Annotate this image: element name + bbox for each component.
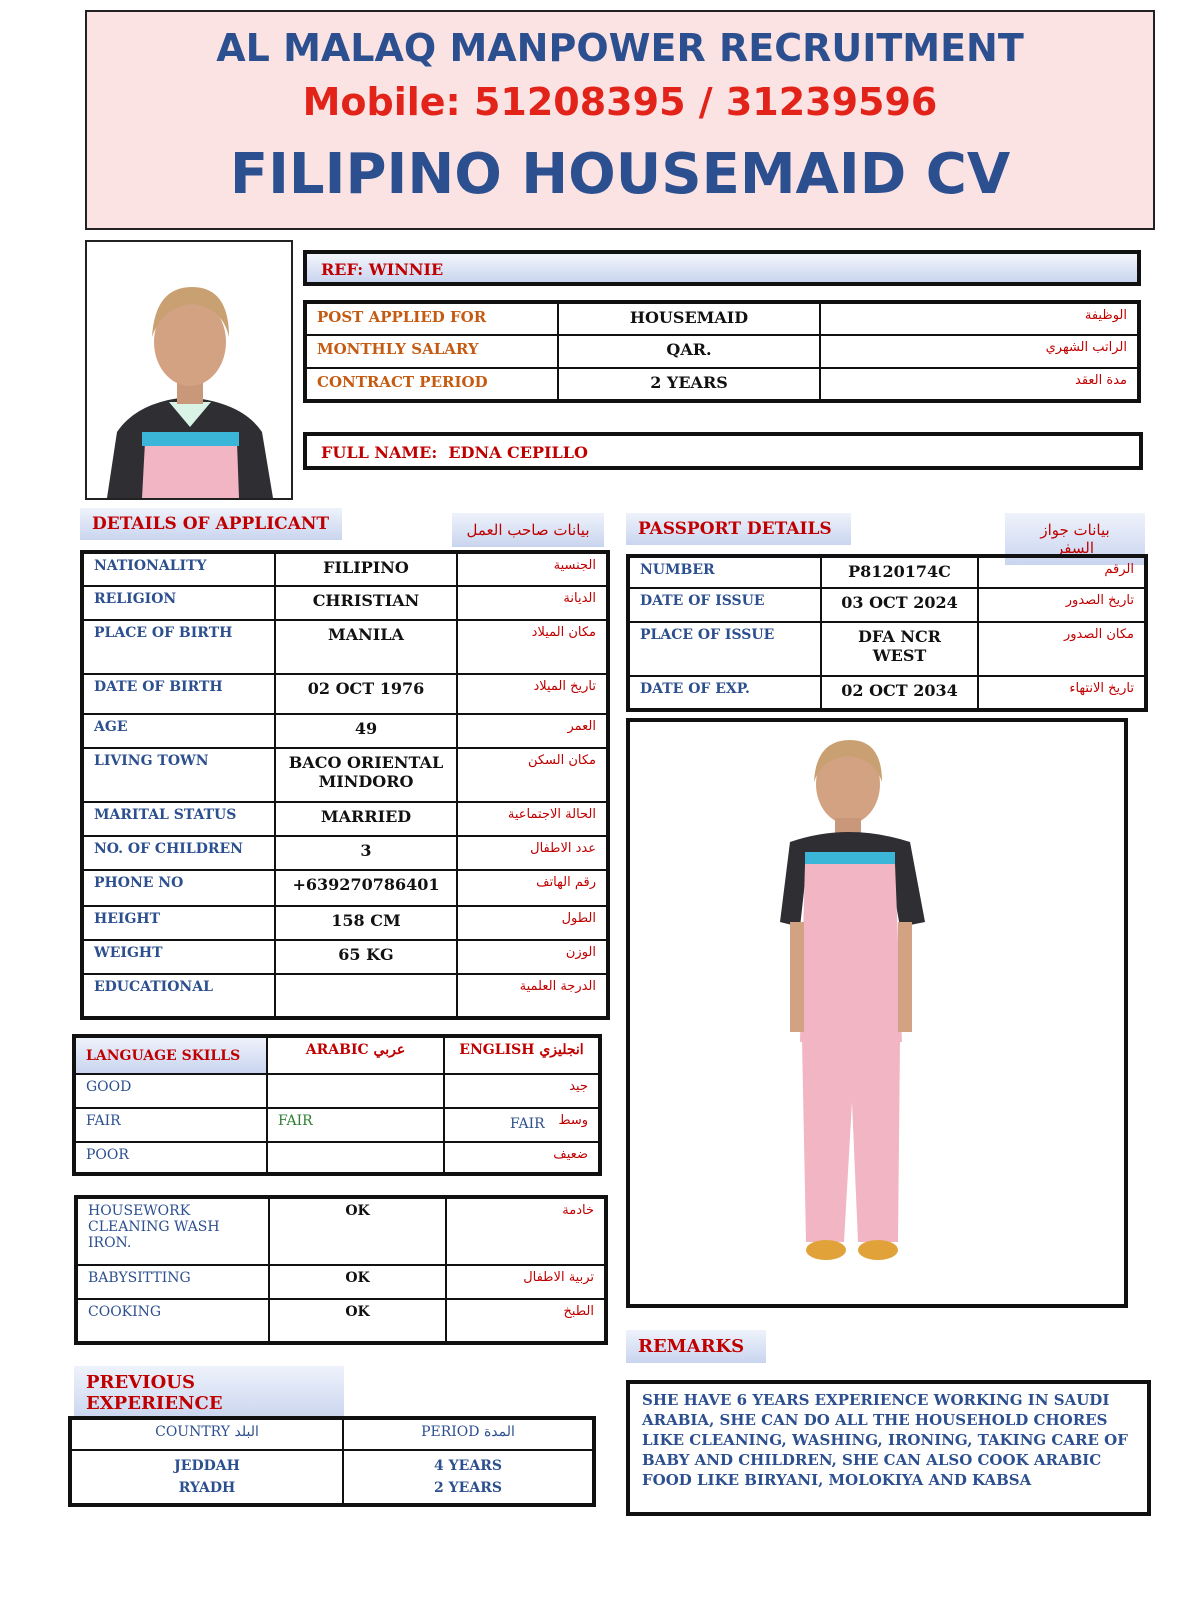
applicant-table <box>80 550 610 1020</box>
applicant-heading: DETAILS OF APPLICANT <box>80 508 342 540</box>
table-row <box>70 1450 594 1505</box>
field-label-ar: تاريخ الصدور <box>978 588 1146 622</box>
ref-label: REF: WINNIE <box>321 260 444 279</box>
field-value: 3 <box>275 836 457 870</box>
table-row <box>82 802 608 836</box>
field-label: RELIGION <box>82 586 275 620</box>
country-cell <box>70 1450 343 1505</box>
table-row <box>82 620 608 674</box>
english-cell <box>444 1074 600 1108</box>
table-row <box>74 1074 600 1108</box>
language-level: FAIR <box>74 1108 267 1142</box>
field-label-ar: الوزن <box>457 940 608 974</box>
field-value: DFA NCR WEST <box>821 622 978 676</box>
table-row <box>74 1036 600 1074</box>
table-row <box>76 1265 606 1299</box>
field-label: EDUCATIONAL <box>82 974 275 1018</box>
company-name: AL MALAQ MANPOWER RECRUITMENT <box>216 26 1024 70</box>
field-label: NO. OF CHILDREN <box>82 836 275 870</box>
field-value: MARRIED <box>275 802 457 836</box>
skill-value: OK <box>269 1299 446 1343</box>
field-value: 02 OCT 1976 <box>275 674 457 714</box>
cv-header <box>85 10 1155 230</box>
field-label: MARITAL STATUS <box>82 802 275 836</box>
field-label: PLACE OF BIRTH <box>82 620 275 674</box>
arabic-value <box>267 1074 444 1108</box>
applicant-heading-ar: بيانات صاحب العمل <box>452 513 604 547</box>
field-label-ar: مكان السكن <box>457 748 608 802</box>
skill-label-ar: الطبخ <box>446 1299 606 1343</box>
level-ar: ضعيف <box>553 1147 588 1162</box>
english-value: FAIR <box>510 1116 545 1132</box>
table-row <box>82 674 608 714</box>
table-row <box>82 748 608 802</box>
field-label: LIVING TOWN <box>82 748 275 802</box>
field-label-ar: تاريخ الميلاد <box>457 674 608 714</box>
level-ar: جيد <box>569 1079 588 1094</box>
field-label: NATIONALITY <box>82 552 275 586</box>
job-label: POST APPLIED FOR <box>305 302 558 335</box>
field-label-ar: مكان الصدور <box>978 622 1146 676</box>
passport-heading: PASSPORT DETAILS <box>626 513 851 545</box>
period-value: 2 YEARS <box>434 1480 502 1496</box>
field-label: WEIGHT <box>82 940 275 974</box>
period-value: 4 YEARS <box>434 1458 502 1474</box>
field-value: 49 <box>275 714 457 748</box>
job-value: QAR. <box>558 335 820 368</box>
field-label-ar: تاريخ الانتهاء <box>978 676 1146 710</box>
field-label: DATE OF EXP. <box>628 676 821 710</box>
level-ar: وسط <box>558 1113 588 1128</box>
table-row <box>70 1418 594 1450</box>
field-label: PHONE NO <box>82 870 275 906</box>
arabic-value: FAIR <box>267 1108 444 1142</box>
job-label-ar: مدة العقد <box>820 368 1139 401</box>
arabic-header: ARABIC عربي <box>267 1036 444 1074</box>
table-row <box>82 906 608 940</box>
ref-bar <box>303 250 1141 286</box>
field-value: 02 OCT 2034 <box>821 676 978 710</box>
experience-heading: PREVIOUS EXPERIENCE <box>74 1366 344 1420</box>
field-label-ar: العمر <box>457 714 608 748</box>
field-label-ar: الدرجة العلمية <box>457 974 608 1018</box>
field-value: MANILA <box>275 620 457 674</box>
skill-label: COOKING <box>76 1299 269 1343</box>
field-value: 03 OCT 2024 <box>821 588 978 622</box>
english-cell <box>444 1142 600 1174</box>
remarks-text: SHE HAVE 6 YEARS EXPERIENCE WORKING IN SAUDI ARABIA, SHE CAN DO ALL THE HOUSEHOLD CHORES LIKE CLEANING, WASHING, IRONING, TAKING CARE OF BABY AND CHILDREN, SHE CAN ALSO COOK ARABIC FOOD LIKE BIRYANI, MOLOKIYA AND KABSA <box>626 1380 1151 1516</box>
field-label-ar: مكان الميلاد <box>457 620 608 674</box>
field-label-ar: الحالة الاجتماعية <box>457 802 608 836</box>
full-name: FULL NAME: EDNA CEPILLO <box>321 443 588 462</box>
field-value: +639270786401 <box>275 870 457 906</box>
experience-table <box>68 1416 596 1507</box>
language-level: GOOD <box>74 1074 267 1108</box>
field-label-ar: الطول <box>457 906 608 940</box>
field-label: DATE OF ISSUE <box>628 588 821 622</box>
table-row <box>82 870 608 906</box>
table-row <box>82 974 608 1018</box>
table-row <box>82 552 608 586</box>
full-name-bar <box>303 432 1143 470</box>
job-row <box>305 302 1139 335</box>
skill-value: OK <box>269 1197 446 1265</box>
table-row <box>82 714 608 748</box>
job-value: 2 YEARS <box>558 368 820 401</box>
portrait-photo <box>85 240 293 500</box>
field-value: CHRISTIAN <box>275 586 457 620</box>
language-table <box>72 1034 602 1176</box>
field-label: DATE OF BIRTH <box>82 674 275 714</box>
field-label: NUMBER <box>628 556 821 588</box>
table-row <box>82 940 608 974</box>
english-header: ENGLISH انجليزي <box>444 1036 600 1074</box>
period-cell <box>343 1450 594 1505</box>
table-row <box>82 586 608 620</box>
field-value: 65 KG <box>275 940 457 974</box>
job-row <box>305 335 1139 368</box>
language-level: POOR <box>74 1142 267 1174</box>
skill-label: HOUSEWORK CLEANING WASH IRON. <box>76 1197 269 1265</box>
table-row <box>76 1197 606 1265</box>
table-row <box>628 588 1146 622</box>
table-row <box>628 622 1146 676</box>
full-body-photo <box>626 718 1128 1308</box>
country-value: RYADH <box>178 1480 236 1496</box>
table-row <box>74 1142 600 1174</box>
job-label: CONTRACT PERIOD <box>305 368 558 401</box>
field-value: FILIPINO <box>275 552 457 586</box>
job-row <box>305 368 1139 401</box>
skill-label: BABYSITTING <box>76 1265 269 1299</box>
country-header: COUNTRY البلد <box>70 1418 343 1450</box>
table-row <box>628 556 1146 588</box>
field-label-ar: الرقم <box>978 556 1146 588</box>
table-row <box>76 1299 606 1343</box>
job-label-ar: الوظيفة <box>820 302 1139 335</box>
field-label-ar: عدد الاطفال <box>457 836 608 870</box>
job-label: MONTHLY SALARY <box>305 335 558 368</box>
table-row <box>82 836 608 870</box>
skills-table <box>74 1195 608 1345</box>
field-value <box>275 974 457 1018</box>
language-heading: LANGUAGE SKILLS <box>74 1036 267 1074</box>
arabic-value <box>267 1142 444 1174</box>
field-label: PLACE OF ISSUE <box>628 622 821 676</box>
mobile-numbers: Mobile: 51208395 / 31239596 <box>302 80 938 124</box>
english-cell <box>444 1108 600 1142</box>
skill-value: OK <box>269 1265 446 1299</box>
field-label: HEIGHT <box>82 906 275 940</box>
document-title: FILIPINO HOUSEMAID CV <box>229 142 1011 207</box>
field-value: 158 CM <box>275 906 457 940</box>
passport-table <box>626 554 1148 712</box>
table-row <box>74 1108 600 1142</box>
field-value: BACO ORIENTAL MINDORO <box>275 748 457 802</box>
skill-label-ar: تربية الاطفال <box>446 1265 606 1299</box>
job-label-ar: الراتب الشهري <box>820 335 1139 368</box>
field-value: P8120174C <box>821 556 978 588</box>
job-value: HOUSEMAID <box>558 302 820 335</box>
skill-label-ar: خادمة <box>446 1197 606 1265</box>
field-label: AGE <box>82 714 275 748</box>
country-value: JEDDAH <box>174 1458 240 1474</box>
passport-heading-ar: بيانات جواز السفر <box>1005 513 1145 565</box>
field-label-ar: الجنسية <box>457 552 608 586</box>
field-label-ar: رقم الهاتف <box>457 870 608 906</box>
remarks-heading: REMARKS <box>626 1330 766 1363</box>
table-row <box>628 676 1146 710</box>
period-header: PERIOD المدة <box>343 1418 594 1450</box>
field-label-ar: الديانة <box>457 586 608 620</box>
job-table <box>303 300 1141 403</box>
